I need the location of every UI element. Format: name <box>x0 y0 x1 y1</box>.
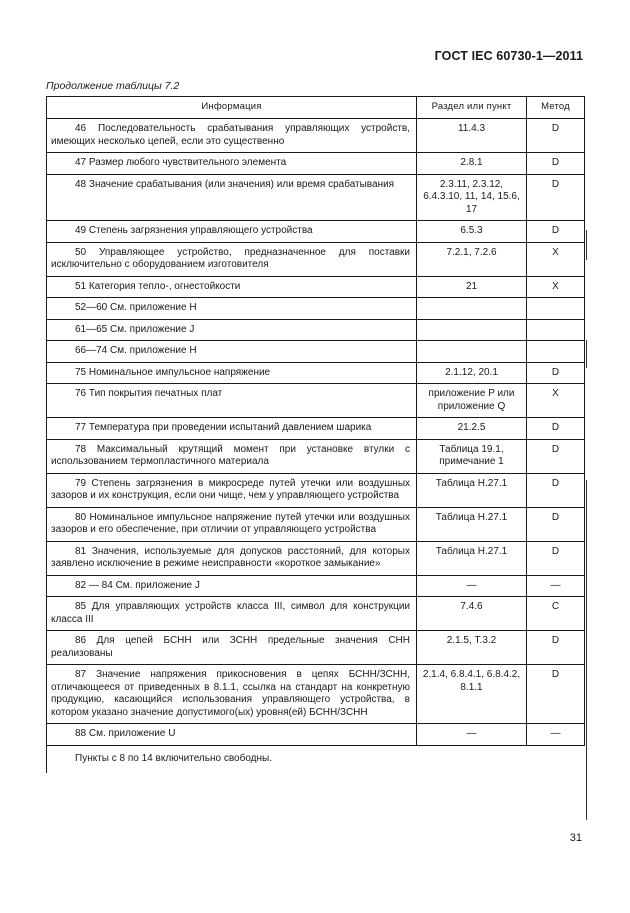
table-row <box>47 724 585 746</box>
cell-section: 2.1.4, 6.8.4.1, 6.8.4.2, 8.1.1 <box>417 665 527 724</box>
table-note <box>47 745 585 773</box>
cell-info <box>47 665 417 724</box>
cell-method: D <box>527 439 585 473</box>
cell-info <box>47 384 417 418</box>
info-text: 85 Для управляющих устройств класса III, символ для конструкции класса III <box>51 601 410 625</box>
cell-method: — <box>527 575 585 597</box>
table-row <box>47 174 585 221</box>
cell-info <box>47 119 417 153</box>
cell-info <box>47 319 417 341</box>
cell-method: D <box>527 631 585 665</box>
cell-method: X <box>527 384 585 418</box>
cell-method: D <box>527 418 585 440</box>
cell-info <box>47 541 417 575</box>
info-text: 86 Для цепей БСНН или ЗСНН предельные значения СНН реализованы <box>51 635 410 659</box>
cell-info <box>47 473 417 507</box>
cell-info <box>47 418 417 440</box>
table-row <box>47 298 585 320</box>
cell-method: D <box>527 362 585 384</box>
info-text: 81 Значения, используемые для допусков расстояний, для которых заявлено исключение в режиме неисправности «короткое замыкание» <box>51 545 410 569</box>
cell-info <box>47 597 417 631</box>
cell-method: D <box>527 473 585 507</box>
cell-section: 11.4.3 <box>417 119 527 153</box>
info-text: 51 Категория тепло-, огнестойкости <box>75 280 241 292</box>
cell-info <box>47 153 417 175</box>
info-text: 77 Температура при проведении испытаний давлением шарика <box>75 422 372 433</box>
cell-section: Таблица H.27.1 <box>417 473 527 507</box>
cell-method: D <box>527 153 585 175</box>
table-row <box>47 597 585 631</box>
cell-method: D <box>527 541 585 575</box>
info-text: 75 Номинальное импульсное напряжение <box>75 366 271 378</box>
cell-section: 2.8.1 <box>417 153 527 175</box>
table-row <box>47 119 585 153</box>
cell-info <box>47 631 417 665</box>
info-text: 76 Тип покрытия печатных плат <box>75 388 223 399</box>
table-row <box>47 319 585 341</box>
table-row <box>47 221 585 243</box>
cell-section: 7.2.1, 7.2.6 <box>417 242 527 276</box>
requirements-table <box>46 96 585 773</box>
info-text: 49 Степень загрязнения управляющего устройства <box>75 225 313 236</box>
table-row <box>47 418 585 440</box>
column-header-info: Информация <box>47 97 417 119</box>
cell-section: 6.5.3 <box>417 221 527 243</box>
table-header-row <box>47 97 585 119</box>
info-text: 88 См. приложение U <box>75 728 176 739</box>
cell-info <box>47 221 417 243</box>
table-row <box>47 341 585 363</box>
cell-info <box>47 507 417 541</box>
info-text: 82 — 84 См. приложение J <box>75 579 200 591</box>
column-header-section: Раздел или пункт <box>417 97 527 119</box>
table-caption: Продолжение таблицы 7.2 <box>46 80 180 92</box>
cell-section: 21.2.5 <box>417 418 527 440</box>
table-note-text: Пункты с 8 по 14 включительно свободны. <box>75 752 272 764</box>
cell-info <box>47 439 417 473</box>
table-row <box>47 439 585 473</box>
cell-section <box>417 298 527 320</box>
cell-method: D <box>527 507 585 541</box>
info-text: 48 Значение срабатывания (или значения) или время срабатывания <box>75 178 395 190</box>
info-text: 50 Управляющее устройство, предназначенное для поставки исключительно с оборудованием изготовителя <box>51 246 410 270</box>
cell-method: C <box>527 597 585 631</box>
cell-section: Таблица H.27.1 <box>417 541 527 575</box>
table-note-row <box>47 745 585 773</box>
cell-method: D <box>527 221 585 243</box>
cell-method <box>527 319 585 341</box>
cell-section: — <box>417 724 527 746</box>
cell-info <box>47 276 417 298</box>
margin-revision-mark <box>586 230 587 260</box>
table-body <box>47 119 585 746</box>
page-number: 31 <box>569 832 582 844</box>
standard-header: ГОСТ IEC 60730-1—2011 <box>434 49 583 63</box>
margin-revision-mark <box>586 480 587 820</box>
info-text: 79 Степень загрязнения в микросреде путей утечки или воздушных зазоров и их конструкция, если они чище, чем у управляющего устройства <box>51 477 410 501</box>
cell-section: — <box>417 575 527 597</box>
cell-method: D <box>527 174 585 221</box>
table-row <box>47 541 585 575</box>
info-text: 46 Последовательность срабатывания управляющих устройств, имеющих несколько цепей, если это существенно <box>51 123 410 147</box>
cell-info <box>47 724 417 746</box>
cell-section: Таблица 19.1, примечание 1 <box>417 439 527 473</box>
table-row <box>47 507 585 541</box>
table-row <box>47 153 585 175</box>
table-row <box>47 362 585 384</box>
info-text: 78 Максимальный крутящий момент при установке втулки с использованием термопластичного материала <box>51 443 410 467</box>
cell-info <box>47 575 417 597</box>
cell-info <box>47 341 417 363</box>
cell-section <box>417 341 527 363</box>
cell-section: приложение P или приложение Q <box>417 384 527 418</box>
margin-revision-mark <box>586 340 587 368</box>
info-text: 87 Значение напряжения прикосновения в цепях БСНН/ЗСНН, отличающееся от приведенных в 8.1.1, ссылка на стандарт на конкретную продукцию, касающийся использования управляющего устройства, в котором указано значение допустимого(ых) уровня(ей) БСНН/ЗСНН <box>51 669 410 718</box>
table-row <box>47 575 585 597</box>
table-row <box>47 276 585 298</box>
cell-section: 7.4.6 <box>417 597 527 631</box>
table-row <box>47 473 585 507</box>
table-row <box>47 631 585 665</box>
info-text: 80 Номинальное импульсное напряжение путей утечки или воздушных зазоров и его обеспечение, при отличии от управляющего устройства <box>51 511 410 535</box>
cell-method: X <box>527 242 585 276</box>
cell-method <box>527 298 585 320</box>
cell-section: 2.3.11, 2.3.12, 6.4.3.10, 11, 14, 15.6, 17 <box>417 174 527 221</box>
cell-info <box>47 242 417 276</box>
table-row <box>47 665 585 724</box>
cell-section: Таблица H.27.1 <box>417 507 527 541</box>
column-header-method: Метод <box>527 97 585 119</box>
cell-info <box>47 298 417 320</box>
info-text: 52—60 См. приложение H <box>75 302 197 313</box>
table-row <box>47 242 585 276</box>
table-row <box>47 384 585 418</box>
info-text: 61—65 См. приложение J <box>75 323 195 335</box>
cell-section <box>417 319 527 341</box>
cell-section: 2.1.12, 20.1 <box>417 362 527 384</box>
cell-method: — <box>527 724 585 746</box>
cell-method: D <box>527 665 585 724</box>
info-text: 66—74 См. приложение H <box>75 345 197 356</box>
info-text: 47 Размер любого чувствительного элемента <box>75 157 287 168</box>
cell-section: 21 <box>417 276 527 298</box>
cell-method <box>527 341 585 363</box>
cell-method: X <box>527 276 585 298</box>
cell-info <box>47 362 417 384</box>
cell-info <box>47 174 417 221</box>
cell-method: D <box>527 119 585 153</box>
cell-section: 2.1.5, Т.3.2 <box>417 631 527 665</box>
